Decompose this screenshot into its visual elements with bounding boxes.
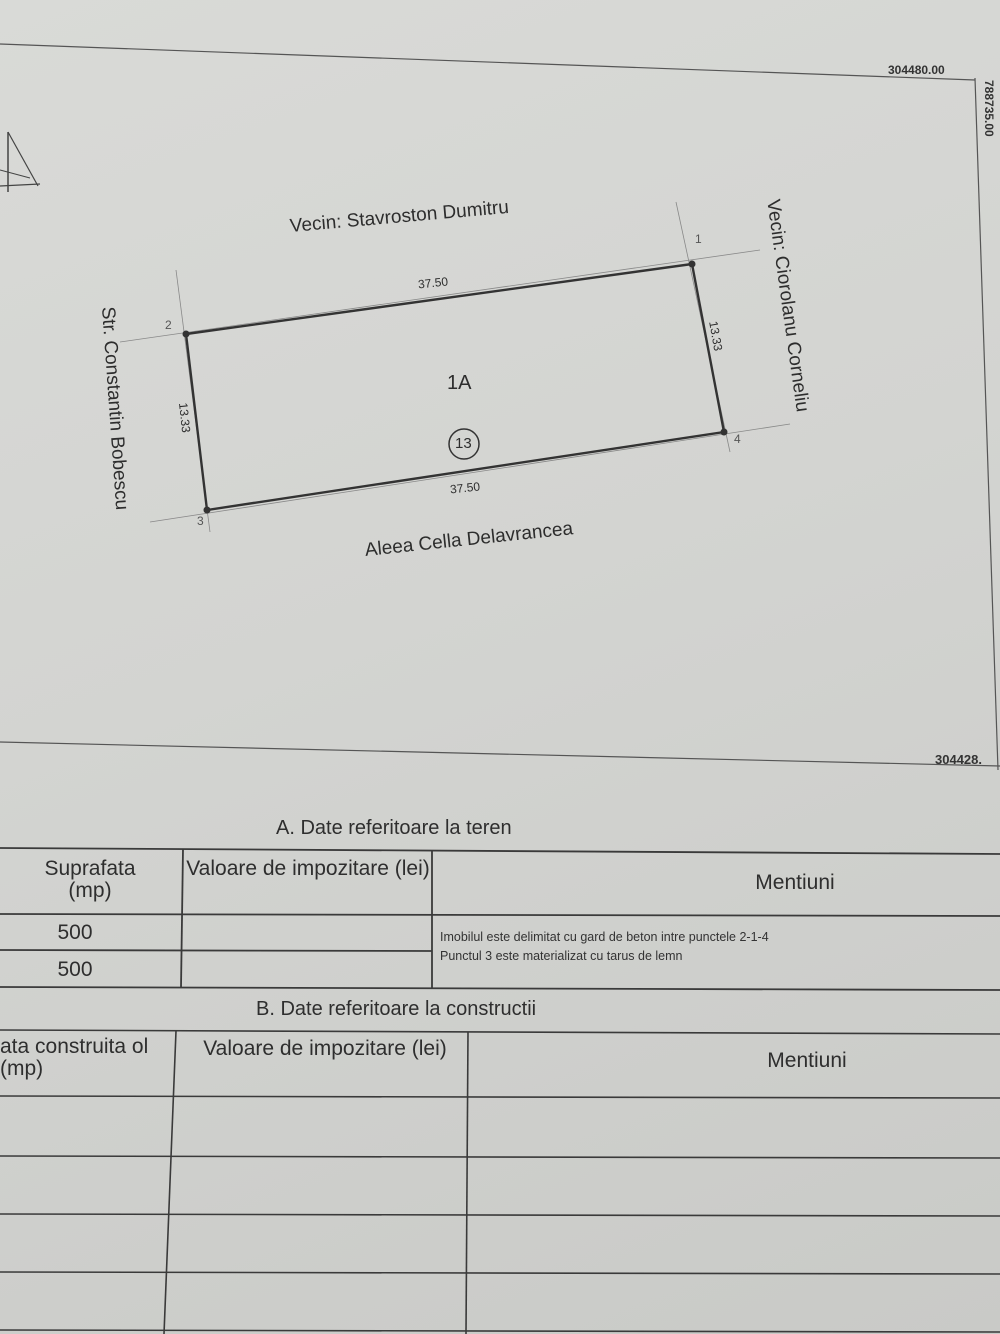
dim-top: 37.50 [417,274,449,292]
point-2: 2 [165,318,172,332]
point-4: 4 [734,432,741,446]
header-mentiuni-a: Mentiuni [755,871,835,894]
mentiune-2: Punctul 3 este materializat cu tarus de lemn [440,949,683,963]
street-left-label: Str. Constantin Bobescu [97,306,133,511]
dim-right: 13.33 [706,320,726,353]
row-1-suprafata: 500 [57,921,93,944]
coord-top-right: 304480.00 [888,63,945,77]
neighbor-right-label: Vecin: Ciorolanu Corneliu [762,198,813,414]
header-arie-construita: ata construita ol (mp) [0,1035,149,1080]
dim-left: 13.33 [176,402,194,434]
section-a-title: A. Date referitoare la teren [276,817,512,839]
row-2-suprafata: 500 [57,958,93,981]
header-valoare-b: Valoare de impozitare (lei) [203,1037,447,1060]
street-bottom-label: Aleea Cella Delavrancea [363,518,575,561]
mentiune-1: Imobilul este delimitat cu gard de beton intre punctele 2-1-4 [440,930,769,944]
coord-right-vertical: 788735.00 [982,80,996,137]
neighbor-top-label: Vecin: Stavroston Dumitru [289,196,510,237]
point-1: 1 [695,232,702,246]
coord-bottom-right: 304428. [935,752,982,767]
parcel-label: 1A [447,372,472,394]
point-3: 3 [197,514,204,528]
header-valoare-a: Valoare de impozitare (lei) [186,857,430,880]
header-mentiuni-b: Mentiuni [767,1049,847,1072]
header-suprafata: Suprafata (mp) [44,857,136,902]
parcel-number: 13 [455,435,472,452]
dim-bottom: 37.50 [449,479,481,497]
section-b-title: B. Date referitoare la constructii [256,998,537,1020]
